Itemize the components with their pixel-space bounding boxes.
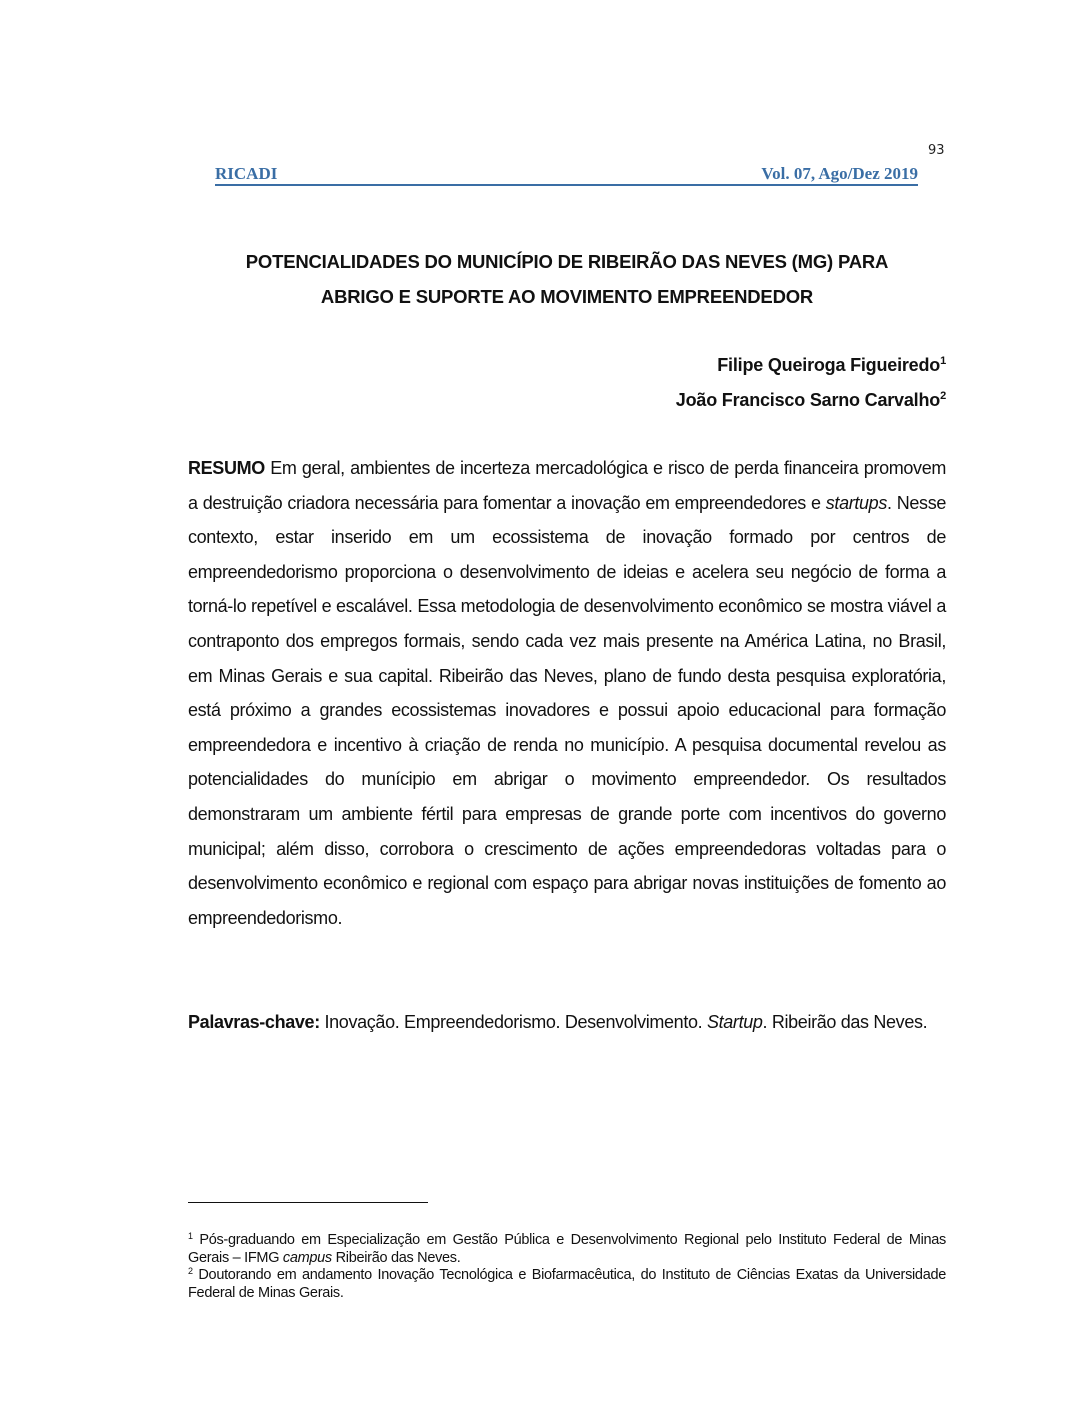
abstract-italic-term: startups	[825, 492, 887, 513]
footnote	[188, 1232, 946, 1267]
abstract-label: RESUMO	[188, 458, 265, 478]
footnote-text: Ribeirão das Neves.	[331, 1249, 461, 1266]
journal-name: RICADI	[215, 164, 278, 183]
footnotes	[188, 1232, 946, 1302]
author-list	[188, 348, 946, 418]
keywords-text: . Ribeirão das Neves.	[762, 1012, 928, 1032]
author-name: João Francisco Sarno Carvalho	[675, 390, 941, 410]
keywords-label: Palavras-chave:	[188, 1012, 320, 1032]
keywords-italic-term: Startup	[706, 1012, 763, 1032]
author	[188, 348, 946, 383]
keywords-text: Inovação. Empreendedorismo. Desenvolvimento.	[319, 1012, 707, 1032]
running-header	[215, 164, 918, 186]
abstract-text: . Nesse contexto, estar inserido em um ecossistema de inovação formado por centros de empreendedorismo proporciona o desenvolvimento de ideias e acelera seu negócio de forma a torná-lo repetível e escalável. Essa metodologia de desenvolvimento econômico se mostra viável a contraponto dos empregos formais, sendo cada vez mais presente na América Latina, no Brasil, em Minas Gerais e sua capital. Ribeirão das Neves, plano de fundo desta pesquisa exploratória, está próximo a grandes ecossistemas inovadores e possui apoio educacional para formação empreendedora e incentivo à criação de renda no município. A pesquisa documental revelou as potencialidades do munícipio em abrigar o movimento empreendedor. Os resultados demonstraram um ambiente fértil para empresas de grande porte com incentivos do governo municipal; além disso, corrobora o crescimento de ações empreendedoras voltadas para o desenvolvimento econômico e regional com espaço para abrigar novas instituições de fomento ao empreendedorismo.	[188, 492, 946, 928]
footnote-number: 1	[188, 1231, 193, 1241]
footnote-ref[interactable]: 1	[940, 355, 946, 367]
page-number: 93	[928, 143, 945, 158]
footnote	[188, 1267, 946, 1302]
title-line-2: ABRIGO E SUPORTE AO MOVIMENTO EMPREENDEDOR	[320, 286, 814, 307]
keywords	[188, 1005, 946, 1040]
footnote-divider	[188, 1202, 428, 1203]
footnote-text: Pós-graduando em Especialização em Gestão Pública e Desenvolvimento Regional pelo Instituto Federal de Minas Gerais – IFMG	[188, 1232, 946, 1266]
title-line-1: POTENCIALIDADES DO MUNICÍPIO DE RIBEIRÃO DAS NEVES (MG) PARA	[245, 251, 889, 272]
footnote-ref[interactable]: 2	[940, 390, 946, 402]
article-title	[188, 244, 946, 314]
abstract-text: Em geral, ambientes de incerteza mercadológica e risco de perda financeira promovem a destruição criadora necessária para fomentar a inovação em empreendedores e	[188, 458, 946, 513]
author	[188, 383, 946, 418]
abstract	[188, 451, 946, 935]
author-name: Filipe Queiroga Figueiredo	[717, 355, 941, 375]
journal-volume: Vol. 07, Ago/Dez 2019	[761, 164, 918, 183]
footnote-number: 2	[188, 1266, 193, 1276]
footnote-text: Doutorando em andamento Inovação Tecnológica e Biofarmacêutica, do Instituto de Ciências Exatas da Universidade Federal de Minas Gerais.	[188, 1267, 946, 1301]
footnote-italic-term: campus	[282, 1249, 332, 1266]
